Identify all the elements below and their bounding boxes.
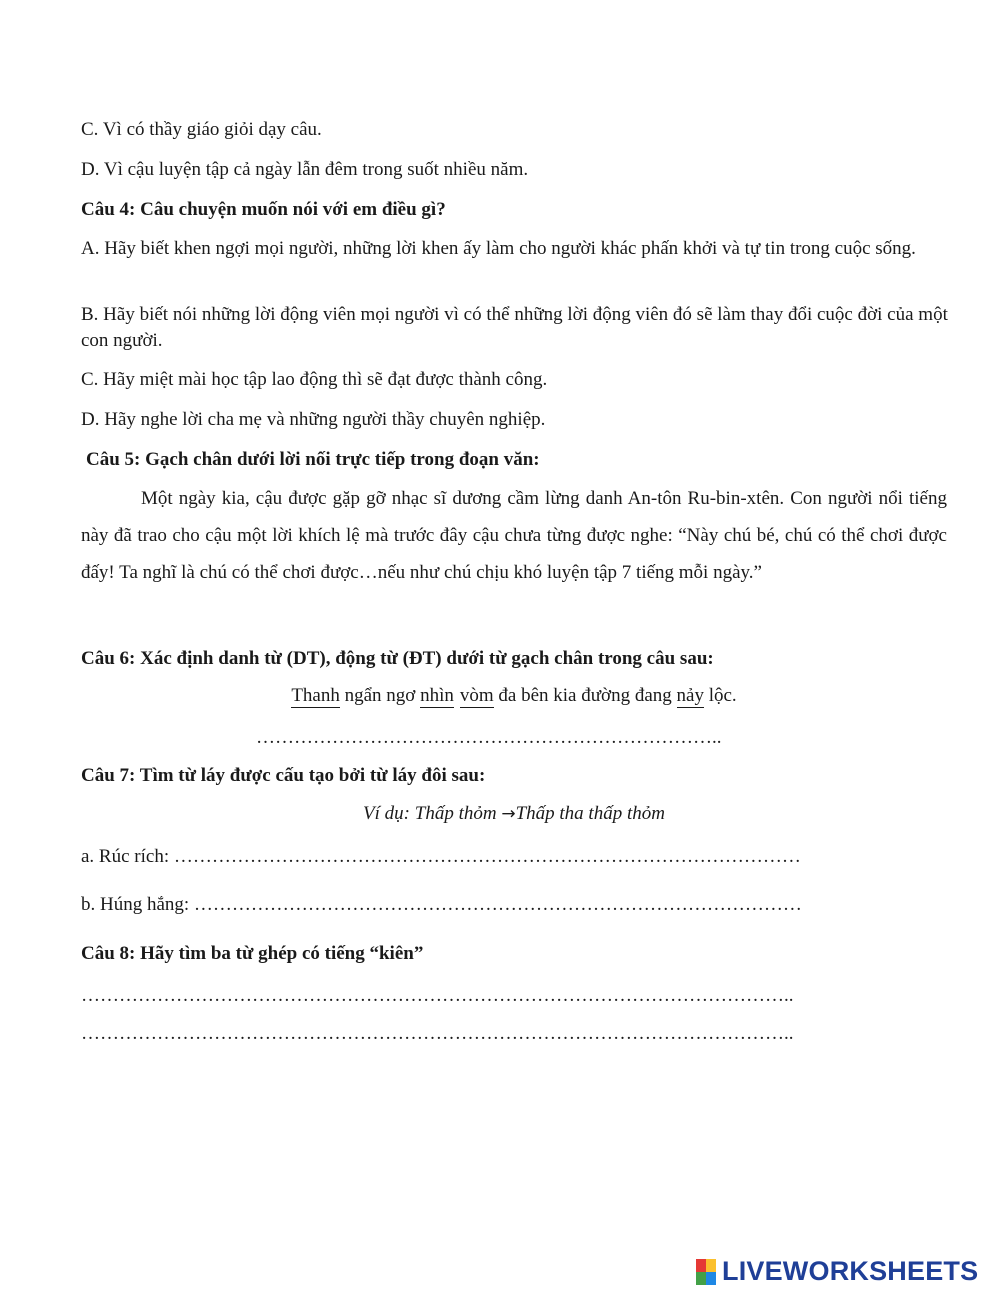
q7-example-result: Thấp tha thấp thỏm xyxy=(515,803,665,824)
q6-answer-blank[interactable]: ……………………………………………………………….. xyxy=(256,727,722,748)
q6-text-2: đa bên kia đường đang xyxy=(493,685,677,706)
q4-option-c: C. Hãy miệt mài học tập lao động thì sẽ đạt được thành công. xyxy=(81,369,548,390)
question-5-heading: Câu 5: Gạch chân dưới lời nối trực tiếp trong đoạn văn: xyxy=(86,449,540,470)
q7-example xyxy=(81,802,947,826)
q7-item-b[interactable]: b. Húng hắng: …………………………………………………………………………………… xyxy=(81,894,802,915)
q8-answer-blank-1[interactable]: ………………………………………………………………………………………………….. xyxy=(81,985,794,1006)
q6-text-3: lộc. xyxy=(703,685,737,706)
q6-text-1: ngẩn ngơ xyxy=(339,685,421,706)
line-q3-option-d: D. Vì cậu luyện tập cả ngày lẫn đêm trong suốt nhiều năm. xyxy=(81,159,529,180)
q7-item-a[interactable]: a. Rúc rích: ……………………………………………………………………………………… xyxy=(81,846,801,867)
arrow-right-icon: → xyxy=(501,804,516,824)
q5-paragraph: Một ngày kia, cậu được gặp gỡ nhạc sĩ dương cầm lừng danh An-tôn Ru-bin-xtên. Con người nổi tiếng này đã trao cho cậu một lời khích lệ mà trước đây cậu chưa từng được nghe: “Này chú bé, chú có thể chơi được đấy! Ta nghĩ là chú có thể chơi được…nếu như chú chịu khó luyện tập 7 tiếng mỗi ngày.” xyxy=(81,488,947,583)
logo-text: LIVEWORKSHEETS xyxy=(722,1256,979,1286)
question-7-heading: Câu 7: Tìm từ láy được cấu tạo bởi từ láy đôi sau: xyxy=(81,765,486,786)
underlined-word-thanh: Thanh xyxy=(291,685,340,706)
q6-sentence xyxy=(81,684,947,708)
q8-answer-blank-2[interactable]: ………………………………………………………………………………………………….. xyxy=(81,1023,794,1044)
q4-option-d: D. Hãy nghe lời cha mẹ và những người thầy chuyên nghiệp. xyxy=(81,409,546,430)
liveworksheets-logo xyxy=(696,1256,978,1287)
underlined-word-nhin: nhìn xyxy=(420,685,454,706)
underlined-word-nay: nảy xyxy=(676,685,704,706)
logo-blocks-icon xyxy=(696,1259,716,1285)
underlined-word-vom: vòm xyxy=(459,685,494,706)
q4-option-a: A. Hãy biết khen ngợi mọi người, những lời khen ấy làm cho người khác phấn khởi và tự tin trong cuộc sống. xyxy=(81,238,916,259)
question-4-heading: Câu 4: Câu chuyện muốn nói với em điều gì? xyxy=(81,199,446,220)
question-6-heading: Câu 6: Xác định danh từ (DT), động từ (ĐT) dưới từ gạch chân trong câu sau: xyxy=(81,648,714,669)
q4-option-b: B. Hãy biết nói những lời động viên mọi người vì có thể những lời động viên đó sẽ làm thay đổi cuộc đời của một con người. xyxy=(81,304,948,351)
line-q3-option-c: C. Vì có thầy giáo giỏi dạy câu. xyxy=(81,119,322,140)
q7-example-prefix: Ví dụ: Thấp thỏm xyxy=(363,803,502,824)
question-8-heading: Câu 8: Hãy tìm ba từ ghép có tiếng “kiên” xyxy=(81,943,424,964)
